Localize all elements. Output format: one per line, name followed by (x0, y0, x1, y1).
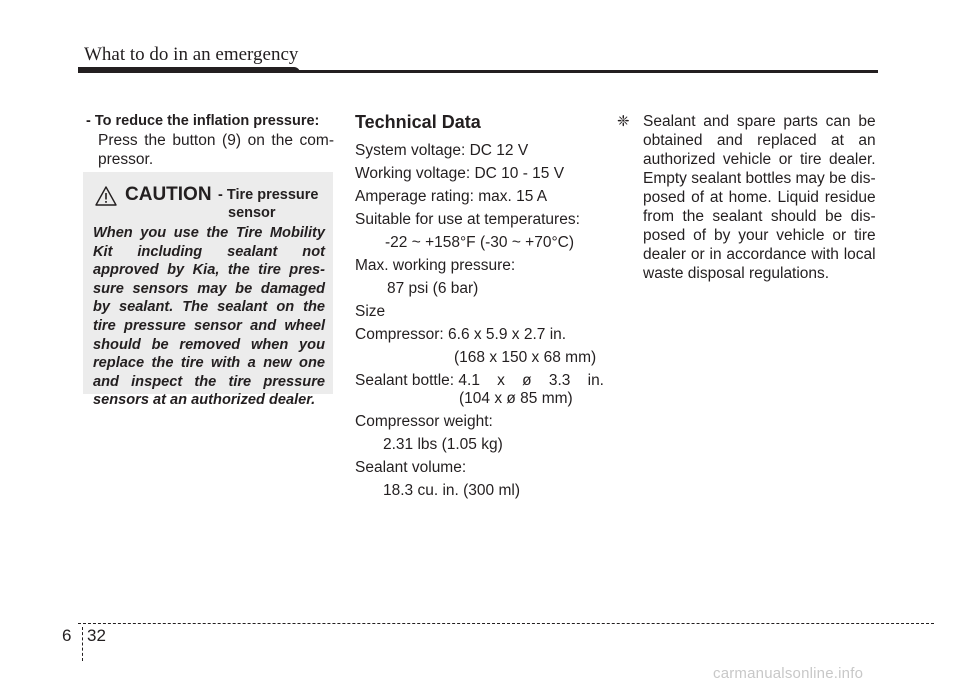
left-column (86, 112, 334, 169)
compressor-weight-label: Compressor weight: (355, 413, 493, 430)
technical-data-title: Technical Data (355, 112, 481, 132)
footer-rule (78, 623, 934, 624)
chapter-number: 6 (62, 626, 72, 645)
note-line: from the sealant should be dis- (643, 208, 876, 225)
note-line: posed of at home. Liquid residue (643, 189, 876, 206)
caution-subtitle-2: sensor (228, 205, 276, 221)
caution-line: and inspect the tire pressure (93, 373, 325, 390)
sealant-bottle-size-metric: (104 x ø 85 mm) (459, 390, 573, 407)
sealant-bottle-size: Sealant bottle: 4.1 x ø 3.3 in. (355, 372, 604, 389)
page-number: 32 (87, 626, 106, 645)
sealant-note (617, 112, 879, 283)
temperature-value: -22 ~ +158°F (-30 ~ +70°C) (385, 234, 575, 251)
note-line: posed of by your vehicle or tire (643, 227, 876, 244)
caution-box (83, 172, 333, 409)
working-voltage: Working voltage: DC 10 - 15 V (355, 165, 565, 182)
temperature-label: Suitable for use at temperatures: (355, 211, 580, 228)
caution-line: should be removed when you (93, 336, 325, 353)
caution-line: tire pressure sensor and wheel (93, 317, 325, 334)
caution-line: When you use the Tire Mobility (93, 225, 325, 241)
caution-line: sensors at an authorized dealer. (93, 392, 316, 409)
compressor-size: Compressor: 6.6 x 5.9 x 2.7 in. (355, 326, 567, 343)
note-line: obtained and replaced at an (643, 132, 876, 149)
compressor-weight-value: 2.31 lbs (1.05 kg) (383, 436, 503, 453)
bullet-text (86, 131, 334, 169)
bullet-text-line: pressor. (98, 151, 154, 168)
header-rule (78, 70, 878, 73)
caution-line: sure sensors may be damaged (93, 280, 325, 297)
note-line: waste disposal regulations. (643, 265, 830, 282)
bullet-text-line: Press the button (9) on the com- (98, 132, 334, 149)
watermark: carmanualsonline.info (713, 665, 864, 682)
sealant-volume-value: 18.3 cu. in. (300 ml) (383, 482, 520, 499)
caution-line: Kit including sealant not (93, 243, 325, 260)
note-column (617, 112, 879, 283)
pressure-value: 87 psi (6 bar) (387, 280, 479, 297)
caution-line: replace the tire with a new one (93, 355, 325, 372)
caution-line: by sealant. The sealant on the (93, 299, 325, 316)
note-text (643, 112, 876, 283)
caution-subtitle: - Tire pressure (218, 187, 319, 203)
caution-title: CAUTION (125, 184, 212, 205)
amperage-rating: Amperage rating: max. 15 A (355, 188, 548, 205)
footer-divider (82, 627, 83, 661)
note-line: authorized vehicle or tire dealer. (643, 151, 876, 168)
bullet-label: - To reduce the inflation pressure: (86, 113, 320, 129)
note-line: Sealant and spare parts can be (643, 113, 876, 130)
page-header-title: What to do in an emergency (84, 44, 299, 65)
note-line: Empty sealant bottles may be dis- (643, 170, 876, 187)
note-mark-icon: ❈ (617, 113, 630, 130)
sealant-volume-label: Sealant volume: (355, 459, 467, 476)
caution-line: approved by Kia, the tire pres- (93, 262, 325, 279)
pressure-label: Max. working pressure: (355, 257, 516, 274)
technical-data-column (355, 112, 605, 504)
compressor-size-metric: (168 x 150 x 68 mm) (454, 349, 597, 366)
note-line: dealer or in accordance with local (643, 246, 876, 263)
size-label: Size (355, 303, 386, 320)
warning-triangle-icon (95, 186, 117, 206)
system-voltage: System voltage: DC 12 V (355, 142, 529, 159)
caution-text (93, 224, 325, 410)
